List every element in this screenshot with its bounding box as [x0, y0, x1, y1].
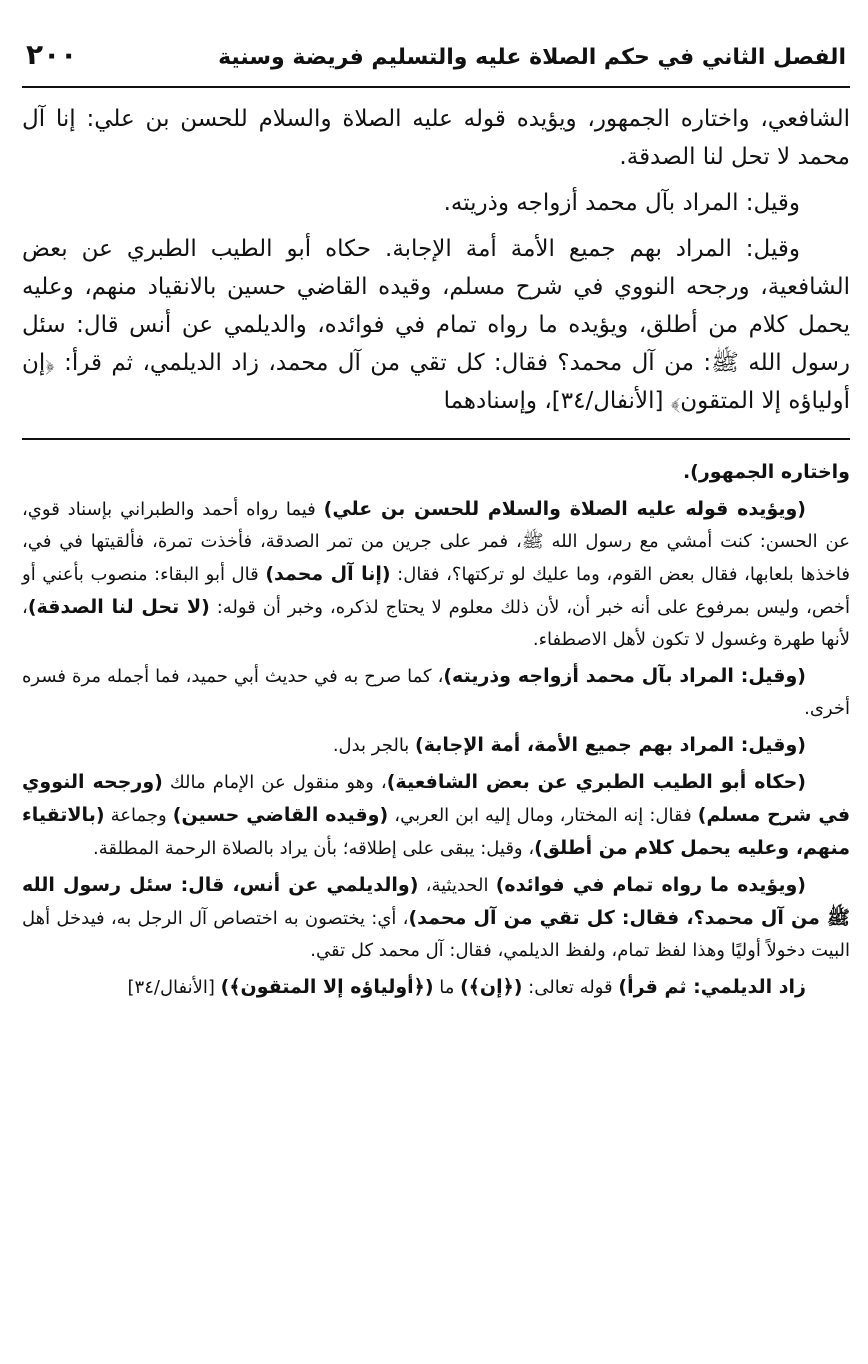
book-page [22, 38, 850, 1008]
note-5-text-2: فقال: إنه المختار، ومال إليه ابن العربي، [388, 805, 698, 826]
note-7-text-3: [الأنفال/٣٤] [127, 977, 221, 998]
note-6-bold-1: (ويؤيده ما رواه تمام في فوائده) [495, 874, 806, 896]
note-2-text-2: قال أبو البقاء: منصوب بأعني أو أخص، وليس بمرفوع على أنه خبر أن، لأن ذلك معلوم لا يحتاج لذكره، وخبر أن قوله: [22, 564, 850, 618]
footnote-separator [22, 438, 850, 440]
main-text [22, 100, 850, 420]
note-5-bold-1: (حكاه أبو الطيب الطبري عن بعض الشافعية) [386, 771, 806, 793]
note-7-bold-2: (﴿إن﴾) [460, 976, 523, 998]
page-number: ٢٠٠ [26, 38, 78, 71]
note-6-bold-2: (والديلمي عن أنس، قال: سئل رسول الله ﷺ من آل محمد؟، فقال: كل تقي من آل محمد) [22, 874, 850, 929]
note-4-bold-1: (وقيل: المراد بهم جميع الأمة، أمة الإجابة) [415, 734, 806, 756]
note-5-text-1: ، وهو منقول عن الإمام مالك [162, 772, 387, 793]
note-7-text-1: قوله تعالى: [522, 977, 619, 998]
commentary [22, 456, 850, 1004]
note-4-text-1: بالجر بدل. [332, 735, 416, 756]
note-7 [22, 971, 850, 1004]
main-paragraph-1: الشافعي، واختاره الجمهور، ويؤيده قوله عليه الصلاة والسلام للحسن بن علي: إنا آل محمد لا تحل لنا الصدقة. [22, 106, 850, 170]
note-2-bold-3: (لا تحل لنا الصدقة) [27, 596, 210, 618]
note-3-text-1: ، كما صرح به في حديث أبي حميد، فما أجمله مرة فسره أخرى. [22, 666, 850, 719]
note-7-text-2: ما [433, 977, 461, 998]
note-3 [22, 660, 850, 725]
note-1 [22, 456, 850, 489]
note-5 [22, 766, 850, 865]
note-5-text-4: ، وقيل: يبقى على إطلاقه؛ بأن يراد بالصلاة الرحمة المطلقة. [93, 838, 535, 859]
page-header [22, 38, 850, 88]
running-title: الفصل الثاني في حكم الصلاة عليه والتسليم فريضة وسنية [218, 45, 846, 70]
note-7-bold-1: زاد الديلمي: ثم قرأ) [618, 976, 806, 998]
note-5-text-3: وجماعة [104, 805, 173, 826]
main-paragraph-3: وقيل: المراد بهم جميع الأمة أمة الإجابة. حكاه أبو الطيب الطبري عن بعض الشافعية، ورجحه النووي في شرح مسلم، وقيده القاضي حسين بالانقياد منهم، وعليه يحمل كلام من أطلق، ويؤيده ما رواه تمام في فوائده، والديلمي عن أنس قال: سئل رسول الله ﷺ: من آل محمد؟ فقال: كل تقي من آل محمد، زاد الديلمي، ثم قرأ: ﴿إن أولياؤه إلا المتقون﴾ [الأنفال/٣٤]، وإسنادهما [22, 236, 850, 414]
note-6-text-2: ، أي: يختصون به اختصاص آل الرجل به، فيدخل أهل البيت دخولاً أوليًا وهذا لفظ تمام، ولفظ الديلمي، فقال: آل محمد كل تقي. [22, 908, 850, 961]
note-2-bold-2: (إنا آل محمد) [265, 563, 391, 585]
note-2-text-3: ، لأنها طهرة وغسول لا تكون لأهل الاصطفاء. [22, 597, 850, 650]
note-5-bold-3: (وقيده القاضي حسين) [172, 804, 389, 826]
note-7-bold-3: (﴿أولياؤه إلا المتقون﴾) [220, 976, 434, 998]
note-2-text-1: فيما رواه أحمد والطبراني بإسناد قوي، عن الحسن: كنت أمشي مع رسول الله ﷺ، فمر على جرين من تمر الصدقة، فأخذت تمرة، فألقيتها في في، فاخذها بلعابها، فقال بعض القوم، وما عليك لو تركتها؟، فقال: [22, 499, 850, 585]
note-2-bold-1: (ويؤيده قوله عليه الصلاة والسلام للحسن بن علي) [323, 498, 806, 520]
note-2 [22, 493, 850, 656]
note-4 [22, 729, 850, 762]
note-1-bold-1: واختاره الجمهور). [682, 461, 850, 483]
note-3-bold-1: (وقيل: المراد بآل محمد أزواجه وذريته) [443, 665, 806, 687]
note-5-bold-2: (ورجحه النووي في شرح مسلم) [22, 771, 851, 826]
note-6-text-1: الحديثية، [418, 875, 496, 896]
note-5-bold-4: (بالاتقياء منهم، وعليه يحمل كلام من أطلق) [22, 804, 850, 859]
note-6 [22, 869, 850, 967]
main-paragraph-2: وقيل: المراد بآل محمد أزواجه وذريته. [443, 190, 800, 216]
